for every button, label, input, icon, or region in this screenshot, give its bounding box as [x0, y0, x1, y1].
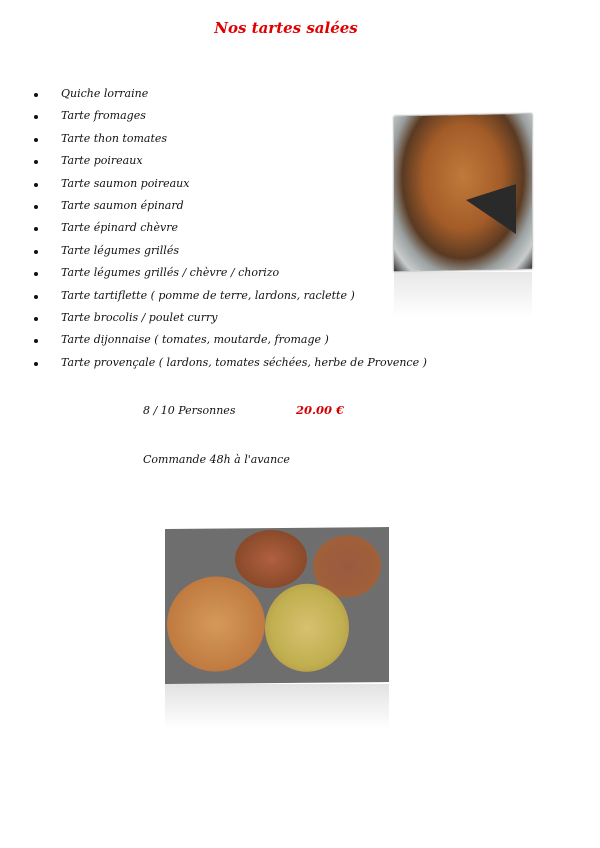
page-title: Nos tartes salées	[214, 19, 358, 37]
list-item: Tarte brocolis / poulet curry	[0, 310, 427, 332]
list-item: Tarte légumes grillés	[0, 243, 427, 265]
photo-reflection	[394, 272, 532, 317]
list-item: Tarte poireaux	[0, 153, 427, 175]
photo-reflection	[165, 684, 389, 729]
list-item: Tarte tartiflette ( pomme de terre, lardons, raclette )	[0, 288, 427, 310]
tart-list	[0, 86, 427, 377]
list-item: Tarte dijonnaise ( tomates, moutarde, fromage )	[0, 332, 427, 354]
list-item: Tarte fromages	[0, 108, 427, 130]
list-item: Tarte saumon poireaux	[0, 176, 427, 198]
serving-size: 8 / 10 Personnes	[143, 404, 236, 417]
quiche-photo	[394, 114, 532, 271]
tarts-photo	[165, 527, 389, 684]
price: 20.00 €	[296, 403, 345, 417]
order-note: Commande 48h à l'avance	[143, 453, 290, 466]
list-item: Quiche lorraine	[0, 86, 427, 108]
list-item: Tarte légumes grillés / chèvre / chorizo	[0, 265, 427, 287]
list-item: Tarte provençale ( lardons, tomates séchées, herbe de Provence )	[0, 355, 427, 377]
list-item: Tarte saumon épinard	[0, 198, 427, 220]
list-item: Tarte thon tomates	[0, 131, 427, 153]
list-item: Tarte épinard chèvre	[0, 220, 427, 242]
